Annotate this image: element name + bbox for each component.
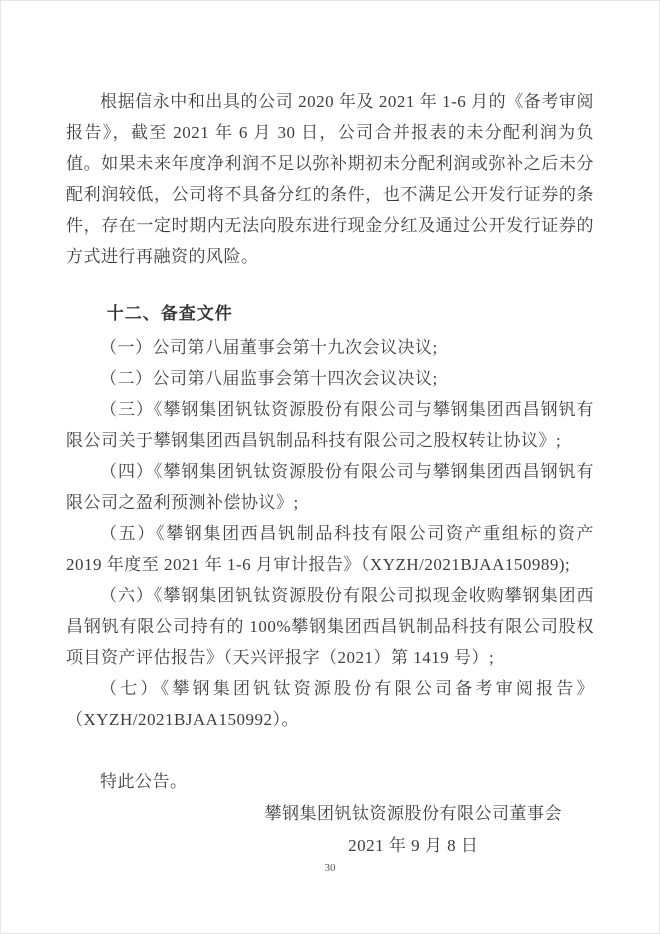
signature-date: 2021 年 9 月 8 日	[348, 836, 479, 855]
signature-company: 攀钢集团钒钛资源股份有限公司董事会	[264, 804, 562, 823]
list-item: （一）公司第八届董事会第十九次会议决议;	[100, 338, 438, 357]
risk-paragraph: 根据信永中和出具的公司 2020 年及 2021 年 1-6 月的《备考审阅报告》，截至 2021 年 6 月 30 日，公司合并报表的未分配利润为负值。如果未来年度净利润不足以弥补期初未分配利润或弥补之后未分配利润较低，公司将不具备分红的条件，也不满足公开发行证券的条件，存在一定时期内无法向股东进行现金分红及通过公开发行证券的方式进行再融资的风险。	[66, 92, 594, 266]
list-item: （七）《攀钢集团钒钛资源股份有限公司备考审阅报告》（XYZH/2021BJAA150992）。	[66, 679, 594, 729]
list-item: （二）公司第八届监事会第十四次会议决议;	[100, 369, 438, 388]
closing-statement: 特此公告。	[100, 772, 188, 791]
section-heading: 十二、备查文件	[106, 304, 233, 323]
list-item: （六）《攀钢集团钒钛资源股份有限公司拟现金收购攀钢集团西昌钢钒有限公司持有的 100%攀钢集团西昌钒制品科技有限公司股权项目资产评估报告》（天兴评报字（2021）第 1419 号）;	[66, 586, 594, 667]
list-item: （三）《攀钢集团钒钛资源股份有限公司与攀钢集团西昌钢钒有限公司关于攀钢集团西昌钒制品科技有限公司之股权转让协议》;	[66, 400, 594, 450]
list-item: （四）《攀钢集团钒钛资源股份有限公司与攀钢集团西昌钢钒有限公司之盈利预测补偿协议》;	[66, 462, 594, 512]
list-item: （五）《攀钢集团西昌钒制品科技有限公司资产重组标的资产 2019 年度至 2021 年 1-6 月审计报告》（XYZH/2021BJAA150989);	[66, 524, 594, 574]
page-number: 30	[324, 862, 336, 874]
signature-block	[265, 798, 563, 862]
